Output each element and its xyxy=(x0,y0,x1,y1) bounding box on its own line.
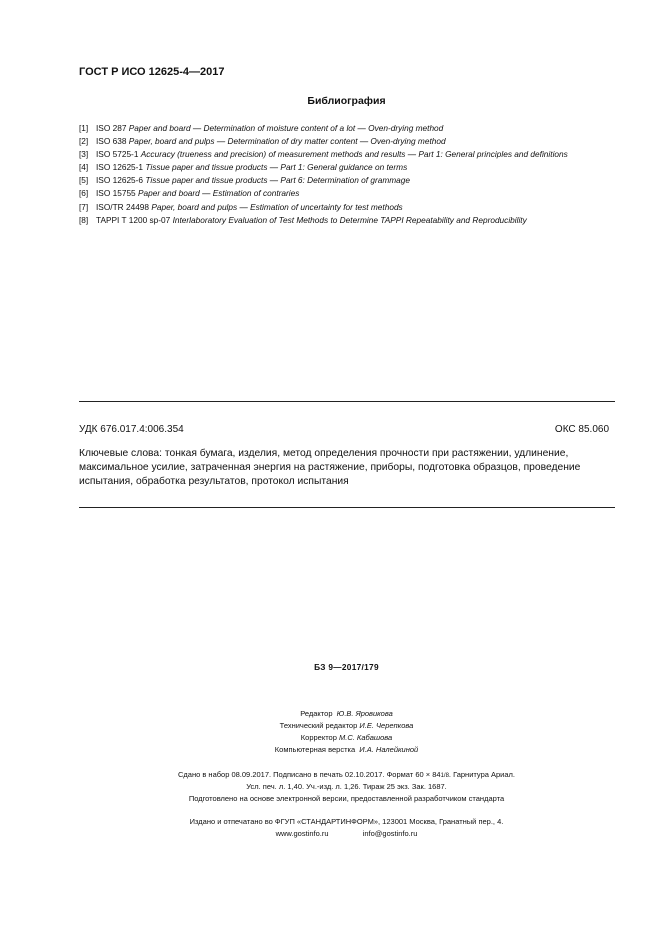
bibliography-item: [2] ISO 638 Paper, board and pulps — Determination of dry matter content — Oven-drying method xyxy=(79,136,446,147)
keywords-text: тонкая бумага, изделия, метод определения прочности при растяжении, удлинение, максимальное усилие, затраченная энергия на растяжение, приборы, подготовка образцов, проведение испытания, обработка результатов, протокол испытания xyxy=(79,448,581,487)
layout-line: Компьютерная верстка И.А. Налейкиной xyxy=(274,745,419,754)
print-details-line-1: Сдано в набор 08.09.2017. Подписано в печать 02.10.2017. Формат 60 × 841/8. Гарнитура Ариал. xyxy=(178,770,515,779)
bibliography-item: [1] ISO 287 Paper and board — Determination of moisture content of a lot — Oven-drying method xyxy=(79,123,444,133)
publisher-line: Издано и отпечатано во ФГУП «СТАНДАРТИНФОРМ», 123001 Москва, Гранатный пер., 4. xyxy=(189,817,504,826)
bibliography-item: [3] ISO 5725-1 Accuracy (trueness and precision) of measurement methods and results — Part 1: General principles and definitions xyxy=(79,149,568,160)
bibliography-item: [7] ISO/TR 24498 Paper, board and pulps — Estimation of uncertainty for test methods xyxy=(79,201,403,212)
bibliography-item: [6] ISO 15755 Paper and board — Estimation of contraries xyxy=(79,188,300,199)
oks-code: ОКС 85.060 xyxy=(554,424,609,435)
keywords-block xyxy=(79,447,617,489)
divider-top xyxy=(79,401,615,402)
keywords-label: Ключевые слова: xyxy=(79,448,162,459)
udk-code: УДК 676.017.4:006.354 xyxy=(79,424,184,435)
editor-line: Редактор Ю.В. Яровикова xyxy=(300,709,393,718)
bibliography-item: [5] ISO 12625-6 Tissue paper and tissue products — Part 6: Determination of grammage xyxy=(79,175,410,186)
email-link[interactable]: info@gostinfo.ru xyxy=(362,829,418,838)
contacts-line xyxy=(79,829,614,838)
bibliography-item: [8] TAPPI T 1200 sp-07 Interlaboratory Evaluation of Test Methods to Determine TAPPI Repeatability and Reproducibility xyxy=(79,214,527,225)
bz-number: БЗ 9—2017/179 xyxy=(314,662,379,672)
website-link[interactable]: www.gostinfo.ru xyxy=(275,829,329,838)
tech-editor-line: Технический редактор И.Е. Черепкова xyxy=(279,721,414,730)
bibliography-item: [4] ISO 12625-1 Tissue paper and tissue products — Part 1: General guidance on terms xyxy=(79,162,408,173)
bibliography-title: Библиография xyxy=(307,95,386,107)
print-details-line-3: Подготовлено на основе электронной версии, предоставленной разработчиком стандарта xyxy=(188,794,505,803)
corrector-line: Корректор М.С. Кабашова xyxy=(300,733,393,742)
bibliography-list xyxy=(79,122,619,227)
standard-header: ГОСТ Р ИСО 12625-4—2017 xyxy=(79,66,225,78)
divider-bottom xyxy=(79,507,615,508)
print-details-line-2: Усл. печ. л. 1,40. Уч.-изд. л. 1,26. Тираж 25 экз. Зак. 1687. xyxy=(246,782,447,791)
